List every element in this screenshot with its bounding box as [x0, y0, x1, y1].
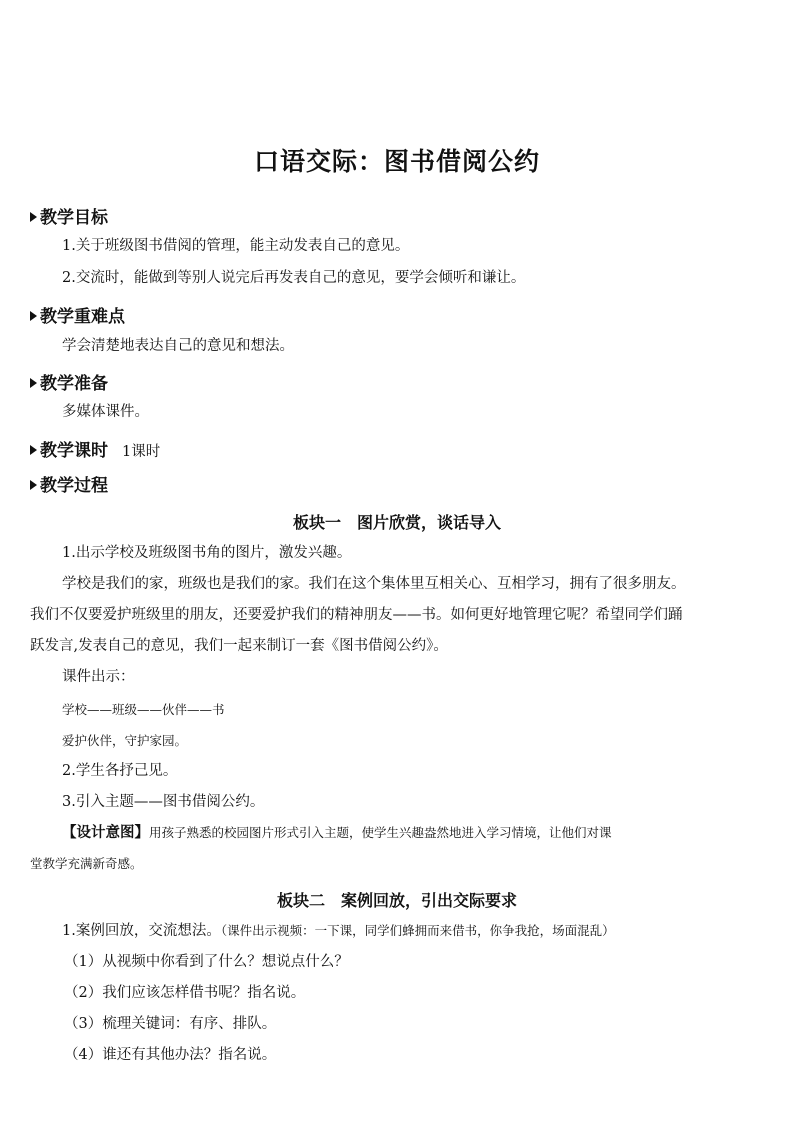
heading-key-points-label: 教学重难点 — [40, 307, 125, 327]
block1-para-line2: 我们不仅要爱护班级里的朋友，还要爱护我们的精神朋友——书。如何更好地管理它呢？希望同学们踊 — [30, 607, 683, 623]
goal-item-1: 1.关于班级图书借阅的管理，能主动发表自己的意见。 — [62, 238, 410, 254]
design-intent-label: 【设计意图】 — [62, 825, 149, 841]
goal-item-2: 2.交流时，能做到等别人说完后再发表自己的意见，要学会倾听和谦让。 — [62, 270, 526, 286]
block2-step1 — [62, 923, 615, 940]
block2-title: 板块二 案例回放，引出交际要求 — [276, 891, 517, 910]
block1-title: 板块一 图片欣赏，谈话导入 — [292, 513, 501, 532]
block1-para-line1: 学校是我们的家，班级也是我们的家。我们在这个集体里互相关心、互相学习，拥有了很多朋友。 — [62, 576, 686, 592]
design-intent-text: 用孩子熟悉的校园图片形式引入主题，使学生兴趣盎然地进入学习情境，让他们对课 — [149, 825, 612, 840]
courseware-line2: 爱护伙伴，守护家园。 — [62, 733, 188, 748]
triangle-bullet-icon — [30, 480, 37, 490]
triangle-bullet-icon — [30, 311, 37, 321]
heading-prep — [30, 369, 108, 394]
heading-hours-label: 教学课时 — [40, 441, 108, 461]
block2-sub-3: （3）梳理关键词：有序、排队。 — [64, 1016, 277, 1032]
block1-step1: 1.出示学校及班级图书角的图片，激发兴趣。 — [62, 545, 352, 561]
courseware-label: 课件出示： — [62, 669, 135, 685]
key-points-text: 学会清楚地表达自己的意见和想法。 — [62, 338, 294, 354]
prep-text: 多媒体课件。 — [62, 404, 149, 420]
triangle-bullet-icon — [30, 445, 37, 455]
block1-step2: 2.学生各抒己见。 — [62, 763, 178, 779]
design-intent-line2: 堂教学充满新奇感。 — [30, 856, 143, 871]
block1-para-line3: 跃发言,发表自己的意见，我们一起来制订一套《图书借阅公约》。 — [30, 638, 448, 654]
block2-step1-note: （课件出示视频：一下课，同学们蜂拥而来借书，你争我抢，场面混乱） — [220, 923, 615, 938]
block2-sub-2: （2）我们应该怎样借书呢？指名说。 — [64, 985, 306, 1001]
triangle-bullet-icon — [30, 212, 37, 222]
heading-process-label: 教学过程 — [40, 476, 108, 496]
hours-value: 1课时 — [122, 444, 161, 460]
heading-process — [30, 471, 108, 496]
heading-goals — [30, 203, 108, 228]
heading-hours — [30, 436, 160, 461]
heading-key-points — [30, 302, 125, 327]
block1-step3: 3.引入主题——图书借阅公约。 — [62, 794, 265, 810]
triangle-bullet-icon — [30, 378, 37, 388]
block2-sub-1: （1）从视频中你看到了什么？想说点什么？ — [64, 954, 349, 970]
heading-prep-label: 教学准备 — [40, 374, 108, 394]
block2-sub-4: （4）谁还有其他办法？指名说。 — [64, 1047, 277, 1063]
heading-goals-label: 教学目标 — [40, 208, 108, 228]
page-title: 口语交际：图书借阅公约 — [253, 147, 540, 176]
design-intent — [62, 825, 612, 842]
block2-step1-text: 1.案例回放，交流想法。 — [62, 923, 221, 939]
courseware-line1: 学校——班级——伙伴——书 — [62, 702, 225, 717]
